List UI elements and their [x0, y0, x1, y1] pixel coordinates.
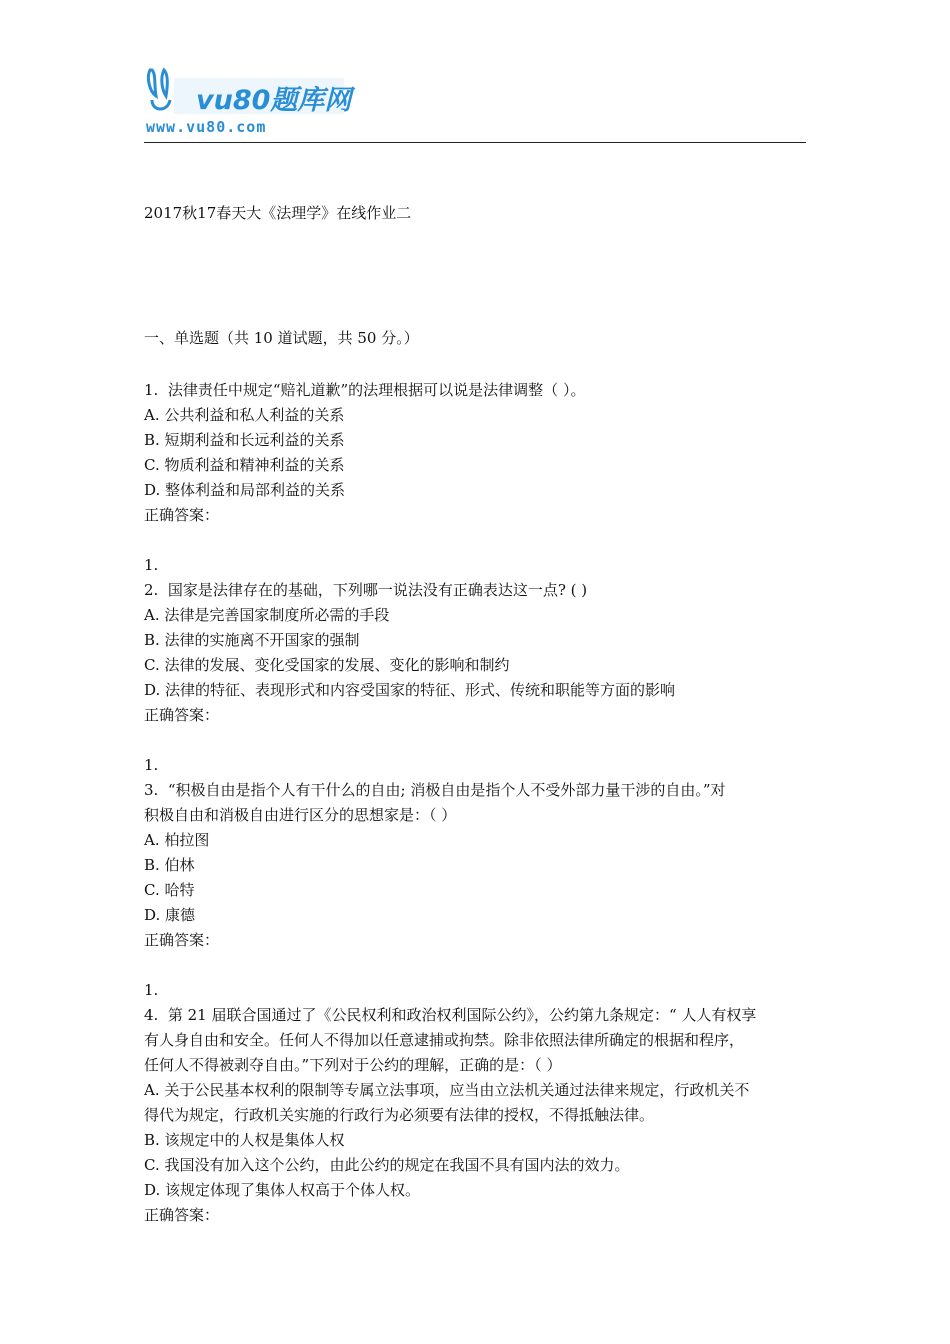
question-stem: 1. 法律责任中规定“赔礼道歉”的法理根据可以说是法律调整（ ）。 — [144, 381, 586, 399]
option-d: D. 康德 — [144, 906, 196, 924]
option-d: D. 法律的特征、表现形式和内容受国家的特征、形式、传统和职能等方面的影响 — [144, 681, 676, 699]
option-a: A. 公共利益和私人利益的关系 — [144, 406, 345, 424]
logo-url: www.vu80.com — [146, 118, 267, 136]
question-block — [144, 978, 808, 1228]
option-a: A. 法律是完善国家制度所必需的手段 — [144, 606, 390, 624]
question-stem: 2. 国家是法律存在的基础，下列哪一说法没有正确表达这一点? ( ) — [144, 581, 588, 599]
rabbit-ears-icon — [148, 70, 167, 96]
rabbit-face-icon — [152, 100, 170, 109]
question-stem-cont: 有人身自由和安全。任何人不得加以任意逮捕或拘禁。除非依照法律所确定的根据和程序， — [144, 1031, 745, 1049]
question-block — [144, 378, 808, 553]
answer-label: 正确答案： — [144, 706, 220, 724]
option-b: B. 短期利益和长远利益的关系 — [144, 431, 345, 449]
option-c: C. 我国没有加入这个公约，由此公约的规定在我国不具有国内法的效力。 — [144, 1156, 630, 1174]
question-block — [144, 753, 808, 978]
option-d: D. 该规定体现了集体人权高于个体人权。 — [144, 1181, 421, 1199]
logo-wordmark: vu80题库网 — [196, 85, 352, 116]
header-divider — [144, 142, 806, 143]
answer-value: 1. — [144, 981, 159, 999]
answer-label: 正确答案： — [144, 506, 220, 524]
section-heading: 一、单选题（共 10 道试题，共 50 分。） — [144, 329, 419, 347]
option-b: B. 法律的实施离不开国家的强制 — [144, 631, 360, 649]
answer-label: 正确答案： — [144, 1206, 220, 1224]
answer-value: 1. — [144, 756, 159, 774]
answer-label: 正确答案： — [144, 931, 220, 949]
option-a: A. 柏拉图 — [144, 831, 210, 849]
option-c: C. 法律的发展、变化受国家的发展、变化的影响和制约 — [144, 656, 510, 674]
option-b: B. 伯林 — [144, 856, 195, 874]
option-d: D. 整体利益和局部利益的关系 — [144, 481, 346, 499]
question-stem: 4. 第 21 届联合国通过了《公民权利和政治权利国际公约》，公约第九条规定：“ 人人有权享 — [144, 1006, 757, 1024]
answer-value: 1. — [144, 556, 159, 574]
question-stem-cont: 任何人不得被剥夺自由。”下列对于公约的理解，正确的是：（ ） — [144, 1056, 562, 1074]
question-stem: 3. “积极自由是指个人有干什么的自由; 消极自由是指个人不受外部力量干涉的自由。”对 — [144, 781, 726, 799]
option-c: C. 物质利益和精神利益的关系 — [144, 456, 345, 474]
option-a-cont: 得代为规定，行政机关实施的行政行为必须要有法律的授权，不得抵触法律。 — [144, 1106, 655, 1124]
option-a: A. 关于公民基本权利的限制等专属立法事项，应当由立法机关通过法律来规定，行政机关不 — [144, 1081, 750, 1099]
option-b: B. 该规定中的人权是集体人权 — [144, 1131, 345, 1149]
question-block — [144, 553, 808, 753]
question-stem-cont: 积极自由和消极自由进行区分的思想家是：（ ） — [144, 806, 457, 824]
document-title: 2017秋17春天大《法理学》在线作业二 — [144, 204, 412, 222]
option-c: C. 哈特 — [144, 881, 195, 899]
question-list — [144, 378, 808, 1228]
